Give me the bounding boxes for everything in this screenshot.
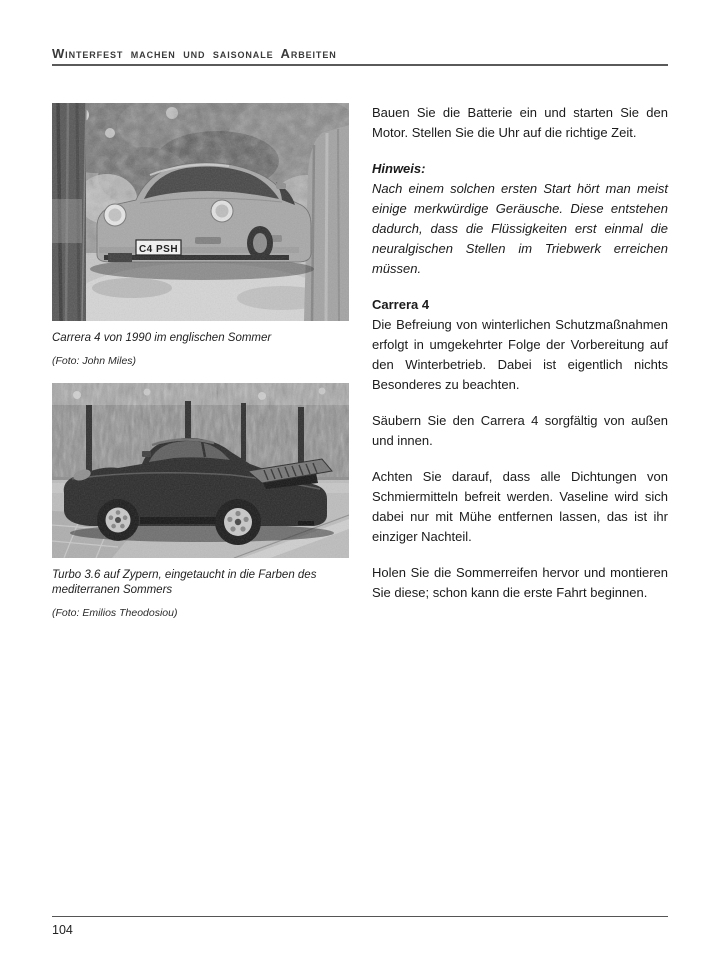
- photo-carrera4: [52, 103, 349, 321]
- paragraph-befreiung: Die Befreiung von winterlichen Schutzmaßnahmen erfolgt in umgekehrter Folge der Vorbereitung auf den Winterbetrieb. Dabei ist eigentlich nichts Besonderes zu beachten.: [372, 317, 668, 392]
- paragraph-saeubern: Säubern Sie den Carrera 4 sorgfältig von außen und innen.: [372, 413, 668, 448]
- photo-turbo36: [52, 383, 349, 558]
- footer-rule: [52, 916, 668, 917]
- photo2-credit: (Foto: Emilios Theodosiou): [52, 607, 178, 619]
- article-column: [372, 103, 668, 619]
- photo1-credit: (Foto: John Miles): [52, 355, 137, 367]
- photo1-caption: Carrera 4 von 1990 im englischen Sommer: [52, 332, 272, 344]
- photo1-grain: [52, 103, 349, 321]
- page-header: [52, 46, 668, 66]
- paragraph-dichtungen: Achten Sie darauf, dass alle Dichtungen von Schmiermitteln befreit werden. Vaseline wird sich dabei nur mit Mühe entfernen lassen, das ist ihr einziger Nachteil.: [372, 469, 668, 544]
- paragraph-sommerreifen: Holen Sie die Sommerreifen hervor und montieren Sie diese; schon kann die erste Fahrt beginnen.: [372, 565, 668, 600]
- page-number: 104: [52, 923, 73, 937]
- license-plate-text: C4 PSH: [138, 244, 179, 255]
- page-content: [52, 103, 668, 619]
- header-rule: [52, 64, 668, 66]
- heading-hinweis: Hinweis:: [372, 161, 426, 176]
- chapter-title: Winterfest machen und saisonale Arbeiten: [52, 46, 337, 61]
- photo-column: [52, 103, 349, 619]
- paragraph-hinweis: Nach einem solchen ersten Start hört man meist einige merkwürdige Geräusche. Diese entstehen dadurch, dass die Flüssigkeiten erst einmal die neuralgischen Stellen im Triebwerk erreichen müssen.: [372, 181, 668, 276]
- photo2-grain: [52, 383, 349, 558]
- photo2-caption: Turbo 3.6 auf Zypern, eingetaucht in die Farben des mediterranen Sommers: [52, 569, 317, 596]
- heading-carrera4: Carrera 4: [372, 297, 430, 312]
- paragraph-battery: Bauen Sie die Batterie ein und starten Sie den Motor. Stellen Sie die Uhr auf die richtige Zeit.: [372, 105, 668, 140]
